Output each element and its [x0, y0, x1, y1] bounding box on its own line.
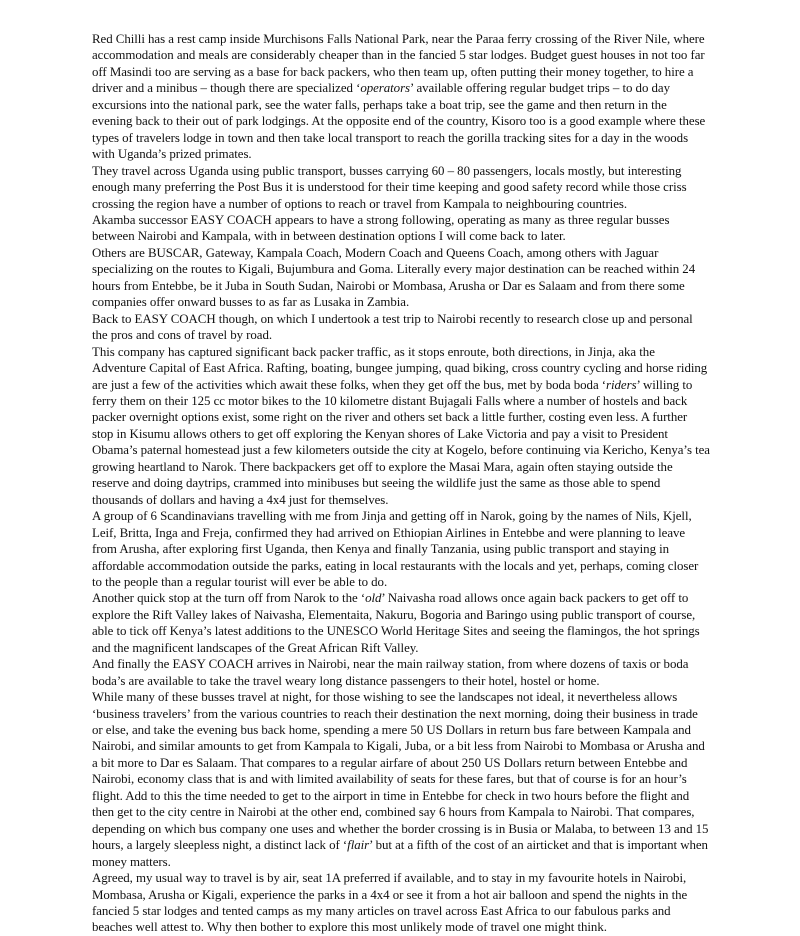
text-run: Another quick stop at the turn off from Narok to the ‘: [92, 591, 366, 606]
paragraph-5: [92, 311, 710, 344]
paragraph-4: [92, 245, 710, 311]
paragraph-6: [92, 344, 710, 509]
text-run: ’ but at a fifth of the cost of an airticket and that is important when money matters.: [92, 838, 708, 869]
text-run: Red Chilli has a rest camp inside Murchisons Falls National Park, near the Paraa ferry crossing of the River Nile, where accommodation and meals are considerably cheaper than in the fancied 5 star lodges. Budget guest houses in not too far off Masindi too are serving as a base for back packers, who then team up, often putting their money together, to hire a driver and a minibus – though there are specialized ‘: [92, 32, 705, 96]
paragraph-11: [92, 870, 710, 936]
paragraph-7: [92, 508, 710, 590]
paragraph-10: [92, 689, 710, 870]
text-run: ’ Naivasha road allows once again back packers to get off to explore the Rift Valley lakes of Naivasha, Elementaita, Nakuru, Bogoria and Baringo using public transport of course, able to tick off Kenya’s latest additions to the UNESCO World Heritage Sites and seeing the flamingos, the hot springs and the magnificent landscapes of the Great African Rift Valley.: [92, 591, 700, 655]
text-run: This company has captured significant back packer traffic, as it stops enroute, both directions, in Jinja, aka the Adventure Capital of East Africa. Rafting, boating, bungee jumping, quad biking, cross country cycling and horse riding are just a few of the activities which await these folks, when they get off the bus, met by boda boda ‘: [92, 344, 708, 392]
italic-text: flair: [347, 838, 370, 853]
italic-text: operators: [360, 81, 410, 96]
italic-text: old: [365, 591, 382, 606]
paragraph-8: [92, 590, 710, 656]
italic-text: riders: [606, 377, 637, 392]
text-run: ’ available offering regular budget trips – to do day excursions into the national park, see the water falls, perhaps take a boat trip, see the game and then return in the evening back to their out of park lodgings. At the opposite end of the country, Kisoro too is a good example where these types of travelers lodge in town and then take local transport to reach the gorilla tracking sites for a day in the woods with Uganda’s prized primates.: [92, 81, 706, 162]
text-run: Akamba successor EASY COACH appears to have a strong following, operating as many as three regular busses between Nairobi and Kampala, with in between destination options I will come back to later.: [92, 212, 670, 244]
text-run: A group of 6 Scandinavians travelling with me from Jinja and getting off in Narok, going by the names of Nils, Kjell, Leif, Britta, Inga and Freja, confirmed they had arrived on Ethiopian Airlines in Entebbe and were planning to leave from Arusha, after exploring first Uganda, then Kenya and finally Tanzania, using public transport and staying in affordable accommodation outside the parks, eating in local restaurants with the locals and yet, perhaps, coming closer to the people than a regular tourist will ever be able to do.: [92, 509, 699, 589]
text-run: Back to EASY COACH though, on which I undertook a test trip to Nairobi recently to research close up and personal the pros and cons of travel by road.: [92, 311, 693, 343]
paragraph-3: [92, 212, 710, 245]
paragraph-9: [92, 656, 710, 689]
text-run: ’ willing to ferry them on their 125 cc motor bikes to the 10 kilometre distant Bujagali Falls where a number of hostels and back packer overnight options exist, some right on the river and others set back a little further, costing even less. A further stop in Kisumu allows others to get off exploring the Kenyan shores of Lake Victoria and pay a visit to President Obama’s paternal homestead just a few kilometers outside the city at Kogelo, before continuing via Kericho, Kenya’s tea growing heartland to Narok. There backpackers get off to explore the Masai Mara, again often staying outside the reserve and doing daytrips, crammed into minibuses but seeing the wildlife just the same as those able to spend thousands of dollars and having a 4x4 just for themselves.: [92, 377, 710, 507]
paragraph-1: [92, 31, 710, 163]
text-run: They travel across Uganda using public transport, busses carrying 60 – 80 passengers, locals mostly, but interesting enough many preferring the Post Bus it is understood for their time keeping and good safety record while those criss crossing the region have a number of options to reach or travel from Kampala to neighbouring countries.: [92, 163, 687, 211]
text-run: Agreed, my usual way to travel is by air, seat 1A preferred if available, and to stay in my favourite hotels in Nairobi, Mombasa, Arusha or Kigali, experience the parks in a 4x4 or see it from a hot air balloon and spend the nights in the fancied 5 star lodges and tented camps as my many articles on travel across East Africa to our fabulous parks and beaches well attest to. Why then bother to explore this most unlikely mode of travel one might think.: [92, 871, 688, 935]
text-run: And finally the EASY COACH arrives in Nairobi, near the main railway station, from where dozens of taxis or boda boda’s are available to take the travel weary long distance passengers to their hotel, hostel or home.: [92, 657, 689, 688]
document-page: [92, 31, 710, 936]
text-run: Others are BUSCAR, Gateway, Kampala Coach, Modern Coach and Queens Coach, among others with Jaguar specializing on the routes to Kigali, Bujumbura and Goma. Literally every major destination can be reached within 24 hours from Entebbe, be it Juba in South Sudan, Nairobi or Mombasa, Arusha or Dar es Salaam and from there some companies offer onward busses to as far as Lusaka in Zambia.: [92, 245, 696, 310]
text-run: While many of these busses travel at night, for those wishing to see the landscapes not ideal, it nevertheless allows ‘business travelers’ from the various countries to reach their destination the next morning, doing their business in trade or else, and take the evening bus back home, spending a mere 50 US Dollars in return bus fare between Kampala and Nairobi, and similar amounts to get from Kampala to Kigali, Juba, or a bit less from Nairobi to Mombasa or Arusha and a bit more to Dar es Salaam. That compares to a regular airfare of about 250 US Dollars return between Entebbe and Nairobi, economy class that is and with limited availability of seats for these fares, but that of course is for an hour’s flight. Add to this the time needed to get to the airport in time in Entebbe for check in two hours before the flight and then get to the city centre in Nairobi at the other end, combined say 6 hours from Kampala to Nairobi. That compares, depending on which bus company one uses and whether the border crossing is in Busia or Malaba, to between 13 and 15 hours, a largely sleepless night, a distinct lack of ‘: [92, 690, 709, 853]
paragraph-2: [92, 163, 710, 212]
